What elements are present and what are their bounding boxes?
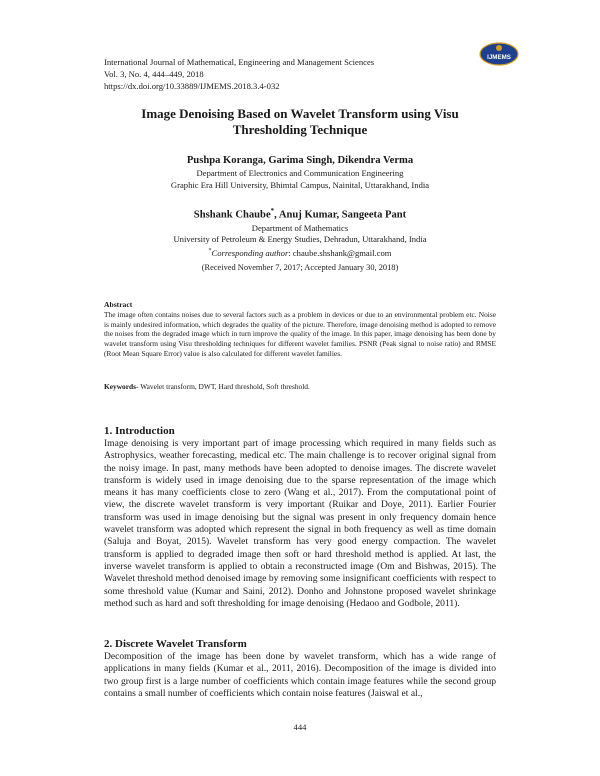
author-names-rest: , Anuj Kumar, Sangeeta Pant	[274, 209, 407, 221]
keywords-text: - Wavelet transform, DWT, Hard threshold, Soft threshold.	[136, 382, 310, 391]
section-introduction	[104, 424, 496, 610]
logo-text: IJMEMS	[487, 54, 511, 61]
author-names-2	[104, 204, 496, 223]
section-heading-dwt: 2. Discrete Wavelet Transform	[104, 638, 247, 650]
corresponding-line	[104, 246, 496, 259]
abstract-heading: Abstract	[104, 300, 133, 309]
institution-2: University of Petroleum & Energy Studies, Dehradun, Uttarakhand, India	[173, 234, 427, 245]
affiliation-block-1	[104, 154, 496, 191]
section-dwt	[104, 637, 496, 700]
journal-name: International Journal of Mathematical, Engineering and Management Sciences	[104, 57, 375, 67]
journal-doi[interactable]: https://dx.doi.org/10.33889/IJMEMS.2018.3.4-032	[104, 81, 280, 91]
abstract	[104, 300, 496, 359]
corresponding-author-name: Shshank Chaube	[193, 209, 271, 221]
author-names-1: Pushpa Koranga, Garima Singh, Dikendra Verma	[186, 155, 414, 166]
journal-logo-icon	[478, 40, 520, 68]
section-text-introduction: Image denoising is very important part of image processing which required in many fields such as Astrophysics, weather forecasting, medical etc. The main challenge is to recover original signal from the noisy image. In past, many methods have been adopted to denoise images. The discrete wavelet transform is widely used in image denoising due to the sparse representation of the image which means it has many coefficients close to zero (Wang et al., 2017). From the computational point of view, the discrete wavelet transform is very important (Ruikar and Doye, 2011). Earlier Fourier transform was used in image denoising but the signal was present in only frequency domain hence wavelet transform was adopted which represent the signal in both frequency as well as time domain (Saluja and Boyat, 2015). Wavelet transform has very good energy compaction. The wavelet transform is applied to degraded image then soft or hard threshold method is applied. At last, the inverse wavelet transform is applied to obtain a reconstructed image (Om and Bishwas, 2015). The Wavelet threshold method denoised image by removing some insignificant coefficients with respect to some threshold value (Kumar and Saini, 2012). Donho and Johnstone proposed wavelet shrinkage method such as hard and soft thresholding for image denoising (Hedaoo and Godbole, 2011).	[104, 438, 496, 609]
received-dates: (Received November 7, 2017; Accepted January 30, 2018)	[201, 263, 399, 272]
corresponding-star-2: *	[208, 247, 212, 254]
corresponding-star: *	[270, 207, 275, 215]
affiliation-block-2	[104, 204, 496, 259]
journal-volume: Vol. 3, No. 4, 444–449, 2018	[104, 69, 204, 79]
department-1: Department of Electronics and Communication Engineering	[196, 168, 404, 178]
journal-header	[104, 56, 484, 92]
corresponding-label: Corresponding author	[211, 247, 289, 258]
institution-1: Graphic Era Hill University, Bhimtal Campus, Nainital, Uttarakhand, India	[170, 179, 430, 190]
keywords-label: Keywords	[104, 382, 137, 391]
paper-title: Image Denoising Based on Wavelet Transform using Visu Thresholding Technique	[141, 106, 459, 137]
corresponding-email[interactable]: : chaube.shshank@gmail.com	[288, 247, 392, 258]
department-2: Department of Mathematics	[251, 222, 349, 233]
section-text-dwt: Decomposition of the image has been done by wavelet transform, which has a wide range of applications in many fields (Kumar et al., 2011, 2016). Decomposition of the image is divided into two group first is a large number of coefficients which contain image features while the second group contains a small number of coefficients which contain noise features (Jaiswal et al.,	[104, 651, 496, 699]
keywords	[104, 382, 496, 391]
section-heading-introduction: 1. Introduction	[104, 425, 175, 437]
page-number: 444	[293, 722, 307, 732]
abstract-text: The image often contains noises due to several factors such as a problem in devices or due to an environmental problem etc. Noise is mainly undesired information, which degrades the quality of the picture. Therefore, image denoising method is adopted to remove the noises from the degraded image which in turn improve the quality of the image. In this paper, image denoising has been done by wavelet transform using Visu thresholding techniques for different wavelet families. PSNR (Peak signal to noise ratio) and RMSE (Root Mean Square Error) value is also calculated for different wavelet families.	[104, 309, 496, 358]
